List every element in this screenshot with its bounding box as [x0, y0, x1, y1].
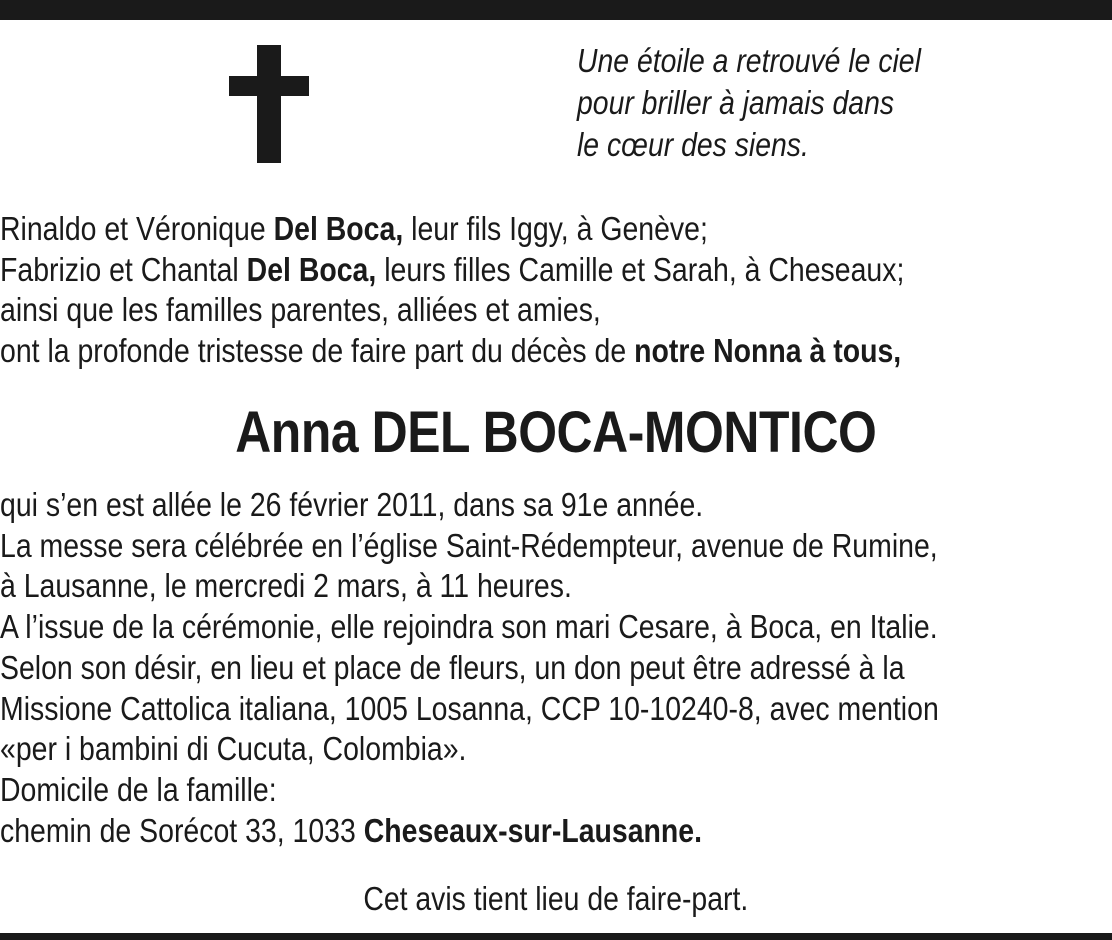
closing-text: Cet avis tient lieu de faire-part. [363, 880, 749, 917]
closing-note [0, 878, 1112, 920]
details-line: A l’issue de la cérémonie, elle rejoindra son mari Cesare, à Boca, en Italie. [0, 608, 938, 646]
text: leurs filles Camille et Sarah, à Cheseaux; [376, 250, 905, 288]
family-announcement [0, 209, 1112, 372]
deceased-name-text: Anna DEL BOCA-MONTICO [235, 400, 877, 465]
details-line: Missione Cattolica italiana, 1005 Losanna, CCP 10-10240-8, avec mention [0, 689, 939, 727]
epigraph-line: le cœur des siens. [577, 126, 809, 163]
text: chemin de Sorécot 33, 1033 [0, 811, 364, 849]
surname: Del Boca, [273, 210, 404, 247]
surname: Del Boca, [246, 250, 377, 288]
details [0, 485, 1112, 851]
deceased-name [0, 400, 1112, 466]
emphasis: notre Nonna à tous, [634, 332, 902, 370]
details-line: à Lausanne, le mercredi 2 mars, à 11 heures. [0, 567, 572, 605]
details-line: Domicile de la famille: [0, 770, 277, 808]
details-line: «per i bambini di Cucuta, Colombia». [0, 730, 467, 768]
details-line: Selon son désir, en lieu et place de fleurs, un don peut être adressé à la [0, 648, 905, 686]
epigraph-line: pour briller à jamais dans [577, 84, 895, 121]
text: Rinaldo et Véronique [0, 210, 274, 247]
cross-icon [229, 45, 309, 163]
epigraph [577, 40, 1024, 166]
text: leur fils Iggy, à Genève; [403, 210, 708, 247]
address-line [0, 811, 1112, 852]
family-line-2 [0, 250, 1112, 291]
cross-horizontal-bar [229, 76, 309, 96]
cross-vertical-bar [257, 45, 281, 163]
text: ont la profonde tristesse de faire part du décès de [0, 332, 635, 370]
town: Cheseaux-sur-Lausanne. [363, 811, 703, 849]
details-line: La messe sera célébrée en l’église Saint-Rédempteur, avenue de Rumine, [0, 526, 938, 564]
text: Fabrizio et Chantal [0, 250, 247, 288]
bottom-rule [0, 933, 1112, 940]
details-line: qui s’en est allée le 26 février 2011, dans sa 91e année. [0, 486, 704, 523]
epigraph-line: Une étoile a retrouvé le ciel [577, 42, 921, 79]
family-line-3: ainsi que les familles parentes, alliées et amies, [0, 291, 601, 329]
family-line-1 [0, 209, 1112, 250]
family-line-4 [0, 331, 1112, 372]
top-rule [0, 0, 1112, 20]
